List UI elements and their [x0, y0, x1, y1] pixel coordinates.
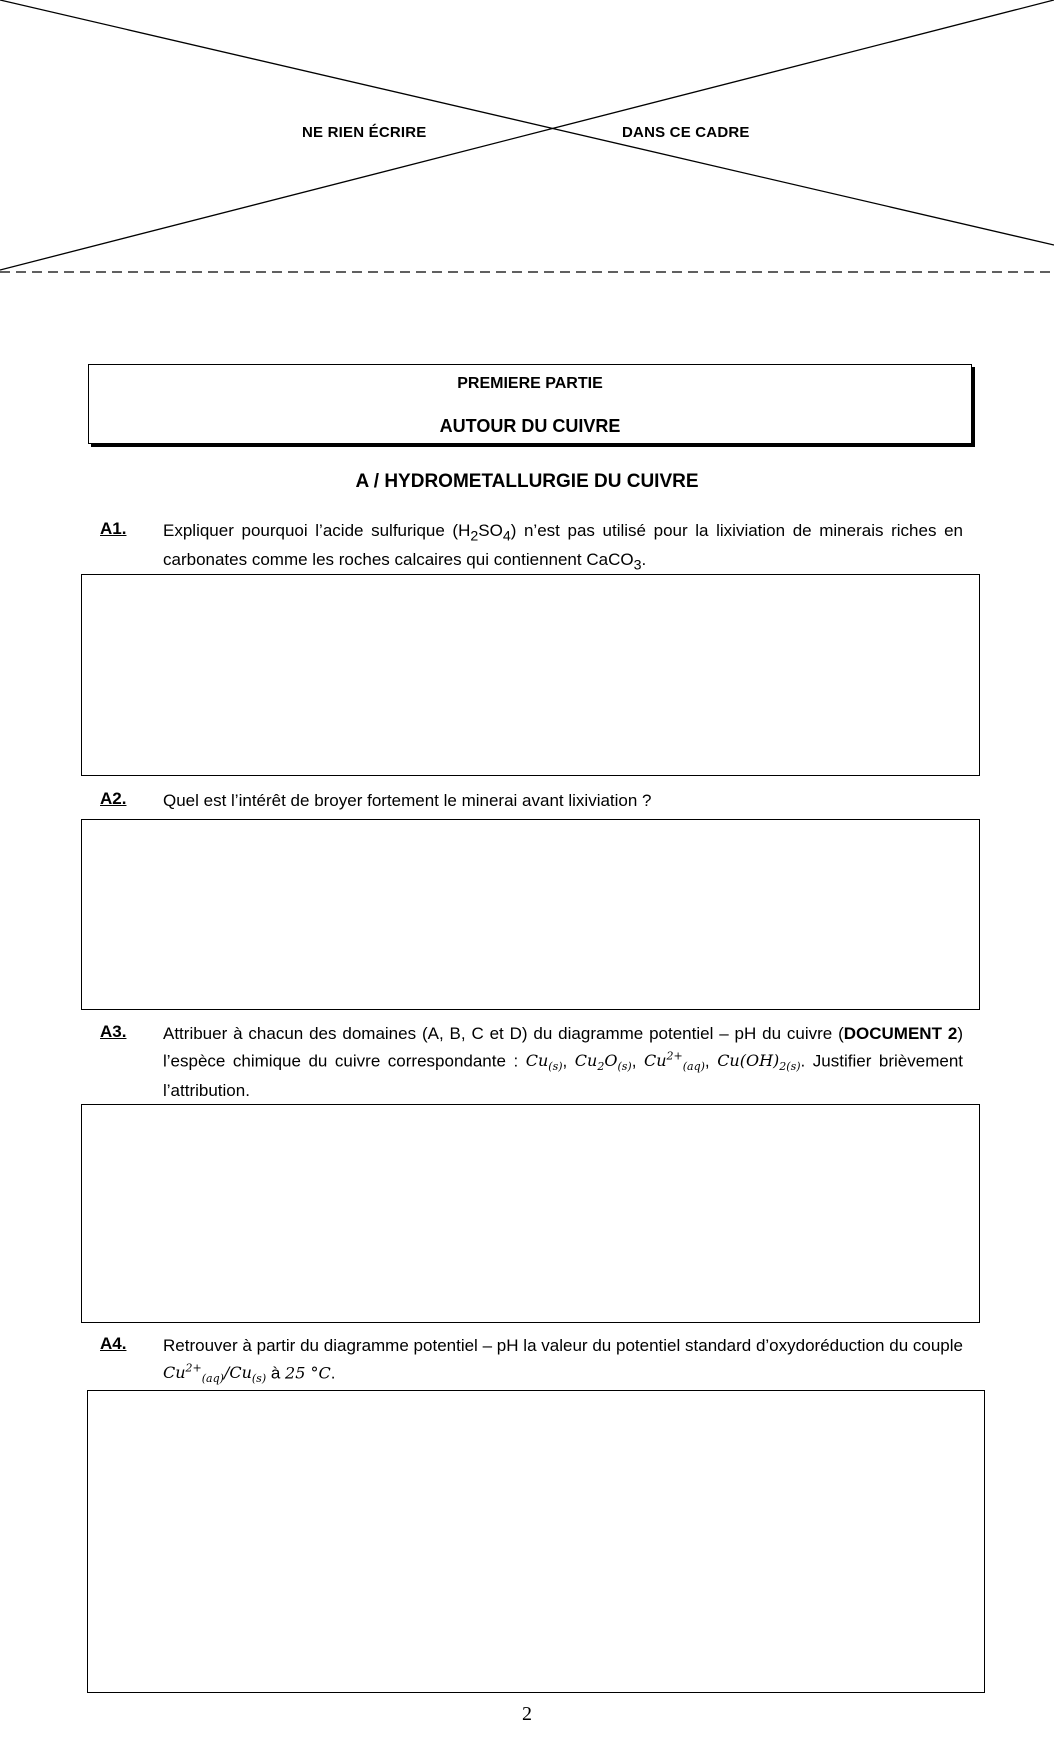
question-number-a2: A2. [100, 789, 127, 808]
question-number-a3: A3. [100, 1022, 127, 1041]
answer-box-a1[interactable] [81, 574, 980, 776]
question-number-a1: A1. [100, 519, 127, 538]
question-number-a4: A4. [100, 1334, 127, 1353]
question-text-a3: Attribuer à chacun des domaines (A, B, C et D) du diagramme potentiel – pH du cuivre (DOCUMENT 2) l’espèce chimique du cuivre correspondante : $Cu_{(s)}$, $Cu_2O_{(s)}$, $Cu^{2+}_{(aq)}$, $Cu(OH)_{2(s)}$. Justifier brièvement l’attribution. [163, 1024, 963, 1100]
page-number: 2 [522, 1703, 532, 1725]
part-label: PREMIERE PARTIE [457, 375, 603, 392]
no-write-label-right: DANS CE CADRE [622, 124, 750, 141]
section-title: A / HYDROMETALLURGIE DU CUIVRE [355, 471, 699, 492]
answer-box-a2[interactable] [81, 819, 980, 1010]
question-text-a1: Expliquer pourquoi l’acide sulfurique $(H_2SO_4)$ n’est pas utilisé pour la lixiviation de minerais riches en carbonates comme les roches calcaires qui contiennent CaCO$_3$. [163, 521, 963, 574]
no-write-label-left: NE RIEN ÉCRIRE [302, 124, 427, 141]
no-write-frame [0, 0, 1054, 280]
question-text-a4: Retrouver à partir du diagramme potentiel – pH la valeur du potentiel standard d’oxydoréduction du couple $Cu^{2+}_{(aq)}/Cu_{(s)}$ à 25 °C. [163, 1336, 963, 1386]
question-text-a2: Quel est l’intérêt de broyer fortement le minerai avant lixiviation ? [163, 791, 652, 810]
answer-box-a4[interactable] [87, 1390, 985, 1693]
part-title-box [88, 364, 972, 444]
answer-box-a3[interactable] [81, 1104, 980, 1323]
part-title: AUTOUR DU CUIVRE [439, 416, 621, 436]
